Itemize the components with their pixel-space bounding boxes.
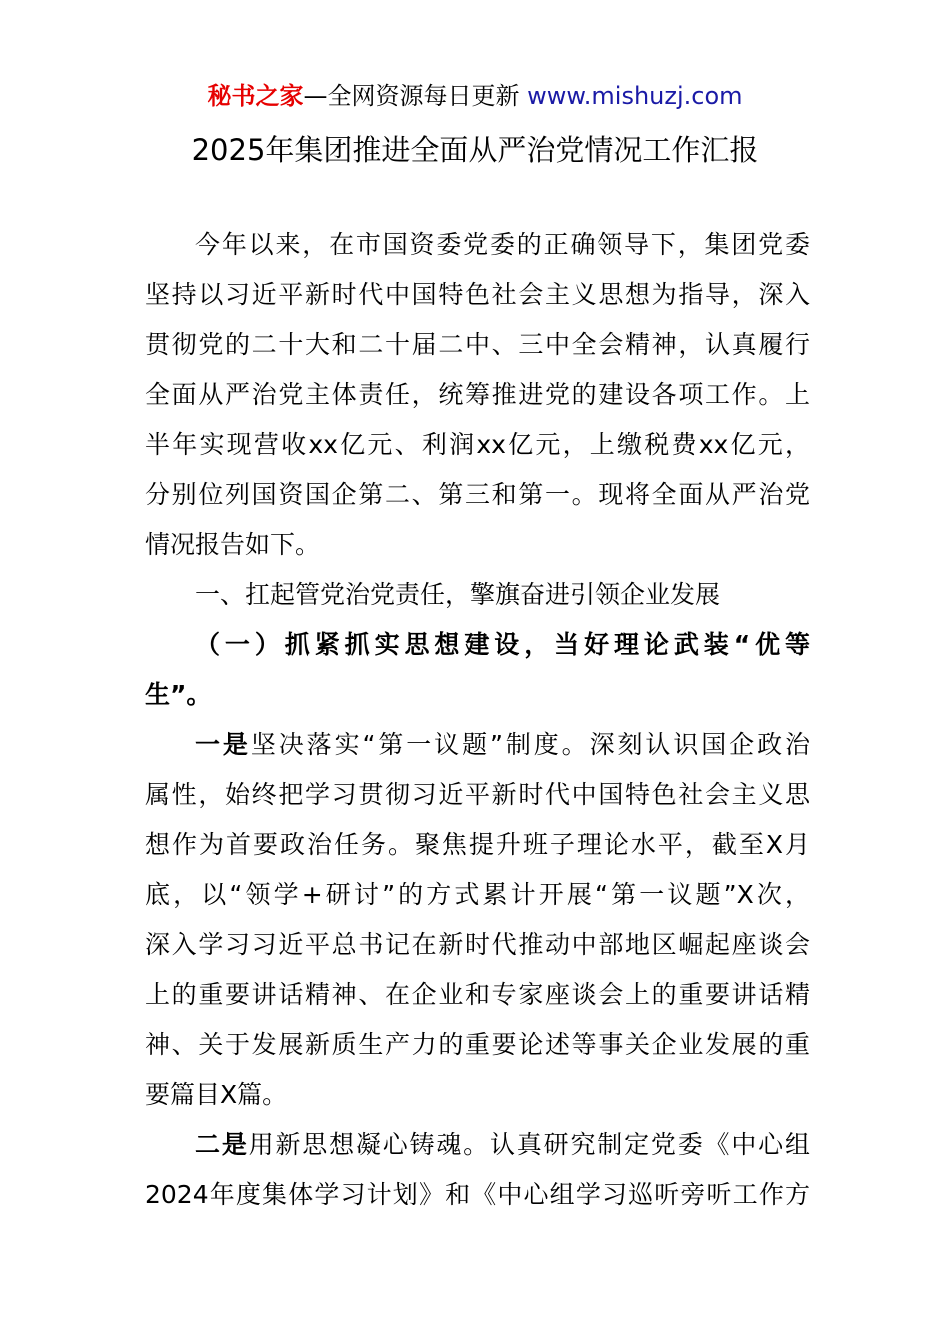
header-tagline: —全网资源每日更新 [303,82,528,110]
paragraph-line: 坚持以习近平新时代中国特色社会主义思想为指导，深入 [145,280,810,309]
paragraph-line: 上的重要讲话精神、在企业和专家座谈会上的重要讲话精 [145,980,810,1009]
paragraph-line [145,1120,810,1170]
site-header [0,80,950,112]
intro-paragraph [145,220,810,570]
subsection-heading-line: 生”。 [145,680,212,709]
item-2-paragraph [145,1120,810,1220]
paragraph-line: 全面从严治党主体责任，统筹推进党的建设各项工作。上 [145,380,810,409]
paragraph-line [145,720,810,770]
item-text: 用新思想凝心铸魂。认真研究制定党委《中心组 [248,1130,810,1159]
item-lead: 一是 [195,730,251,759]
paragraph-line: 深入学习习近平总书记在新时代推动中部地区崛起座谈会 [145,930,810,959]
item-1-paragraph [145,720,810,1120]
brand-name: 秘书之家 [207,82,304,110]
paragraph-line: 想作为首要政治任务。聚焦提升班子理论水平，截至X月 [145,830,810,859]
document-title: 2025年集团推进全面从严治党情况工作汇报 [191,133,759,167]
paragraph-line: 神、关于发展新质生产力的重要论述等事关企业发展的重 [145,1030,810,1059]
section-heading [145,570,810,620]
paragraph-line: 2024年度集体学习计划》和《中心组学习巡听旁听工作方 [145,1180,810,1209]
item-text: 坚决落实“第一议题”制度。深刻认识国企政治 [250,730,810,759]
subsection-heading-line: （一）抓紧抓实思想建设，当好理论武装“优等 [195,630,810,659]
paragraph-line: 今年以来，在市国资委党委的正确领导下，集团党委 [195,230,810,259]
paragraph-line: 底，以“领学+研讨”的方式累计开展“第一议题”X次， [145,880,810,909]
paragraph-line: 分别位列国资国企第二、第三和第一。现将全面从严治党 [145,480,810,509]
paragraph-line: 贯彻党的二十大和二十届二中、三中全会精神，认真履行 [145,330,810,359]
section-1-heading: 一、扛起管党治党责任，擎旗奋进引领企业发展 [195,580,721,609]
paragraph-line: 半年实现营收xx亿元、利润xx亿元，上缴税费xx亿元， [145,430,810,459]
subsection-heading [145,620,810,720]
paragraph-line: 要篇目X篇。 [145,1080,288,1109]
paragraph-line: 情况报告如下。 [145,530,321,559]
paragraph-line: 属性，始终把学习贯彻习近平新时代中国特色社会主义思 [145,780,810,809]
item-lead: 二是 [195,1130,249,1159]
site-url-link[interactable]: www.mishuzj.com [527,82,743,110]
